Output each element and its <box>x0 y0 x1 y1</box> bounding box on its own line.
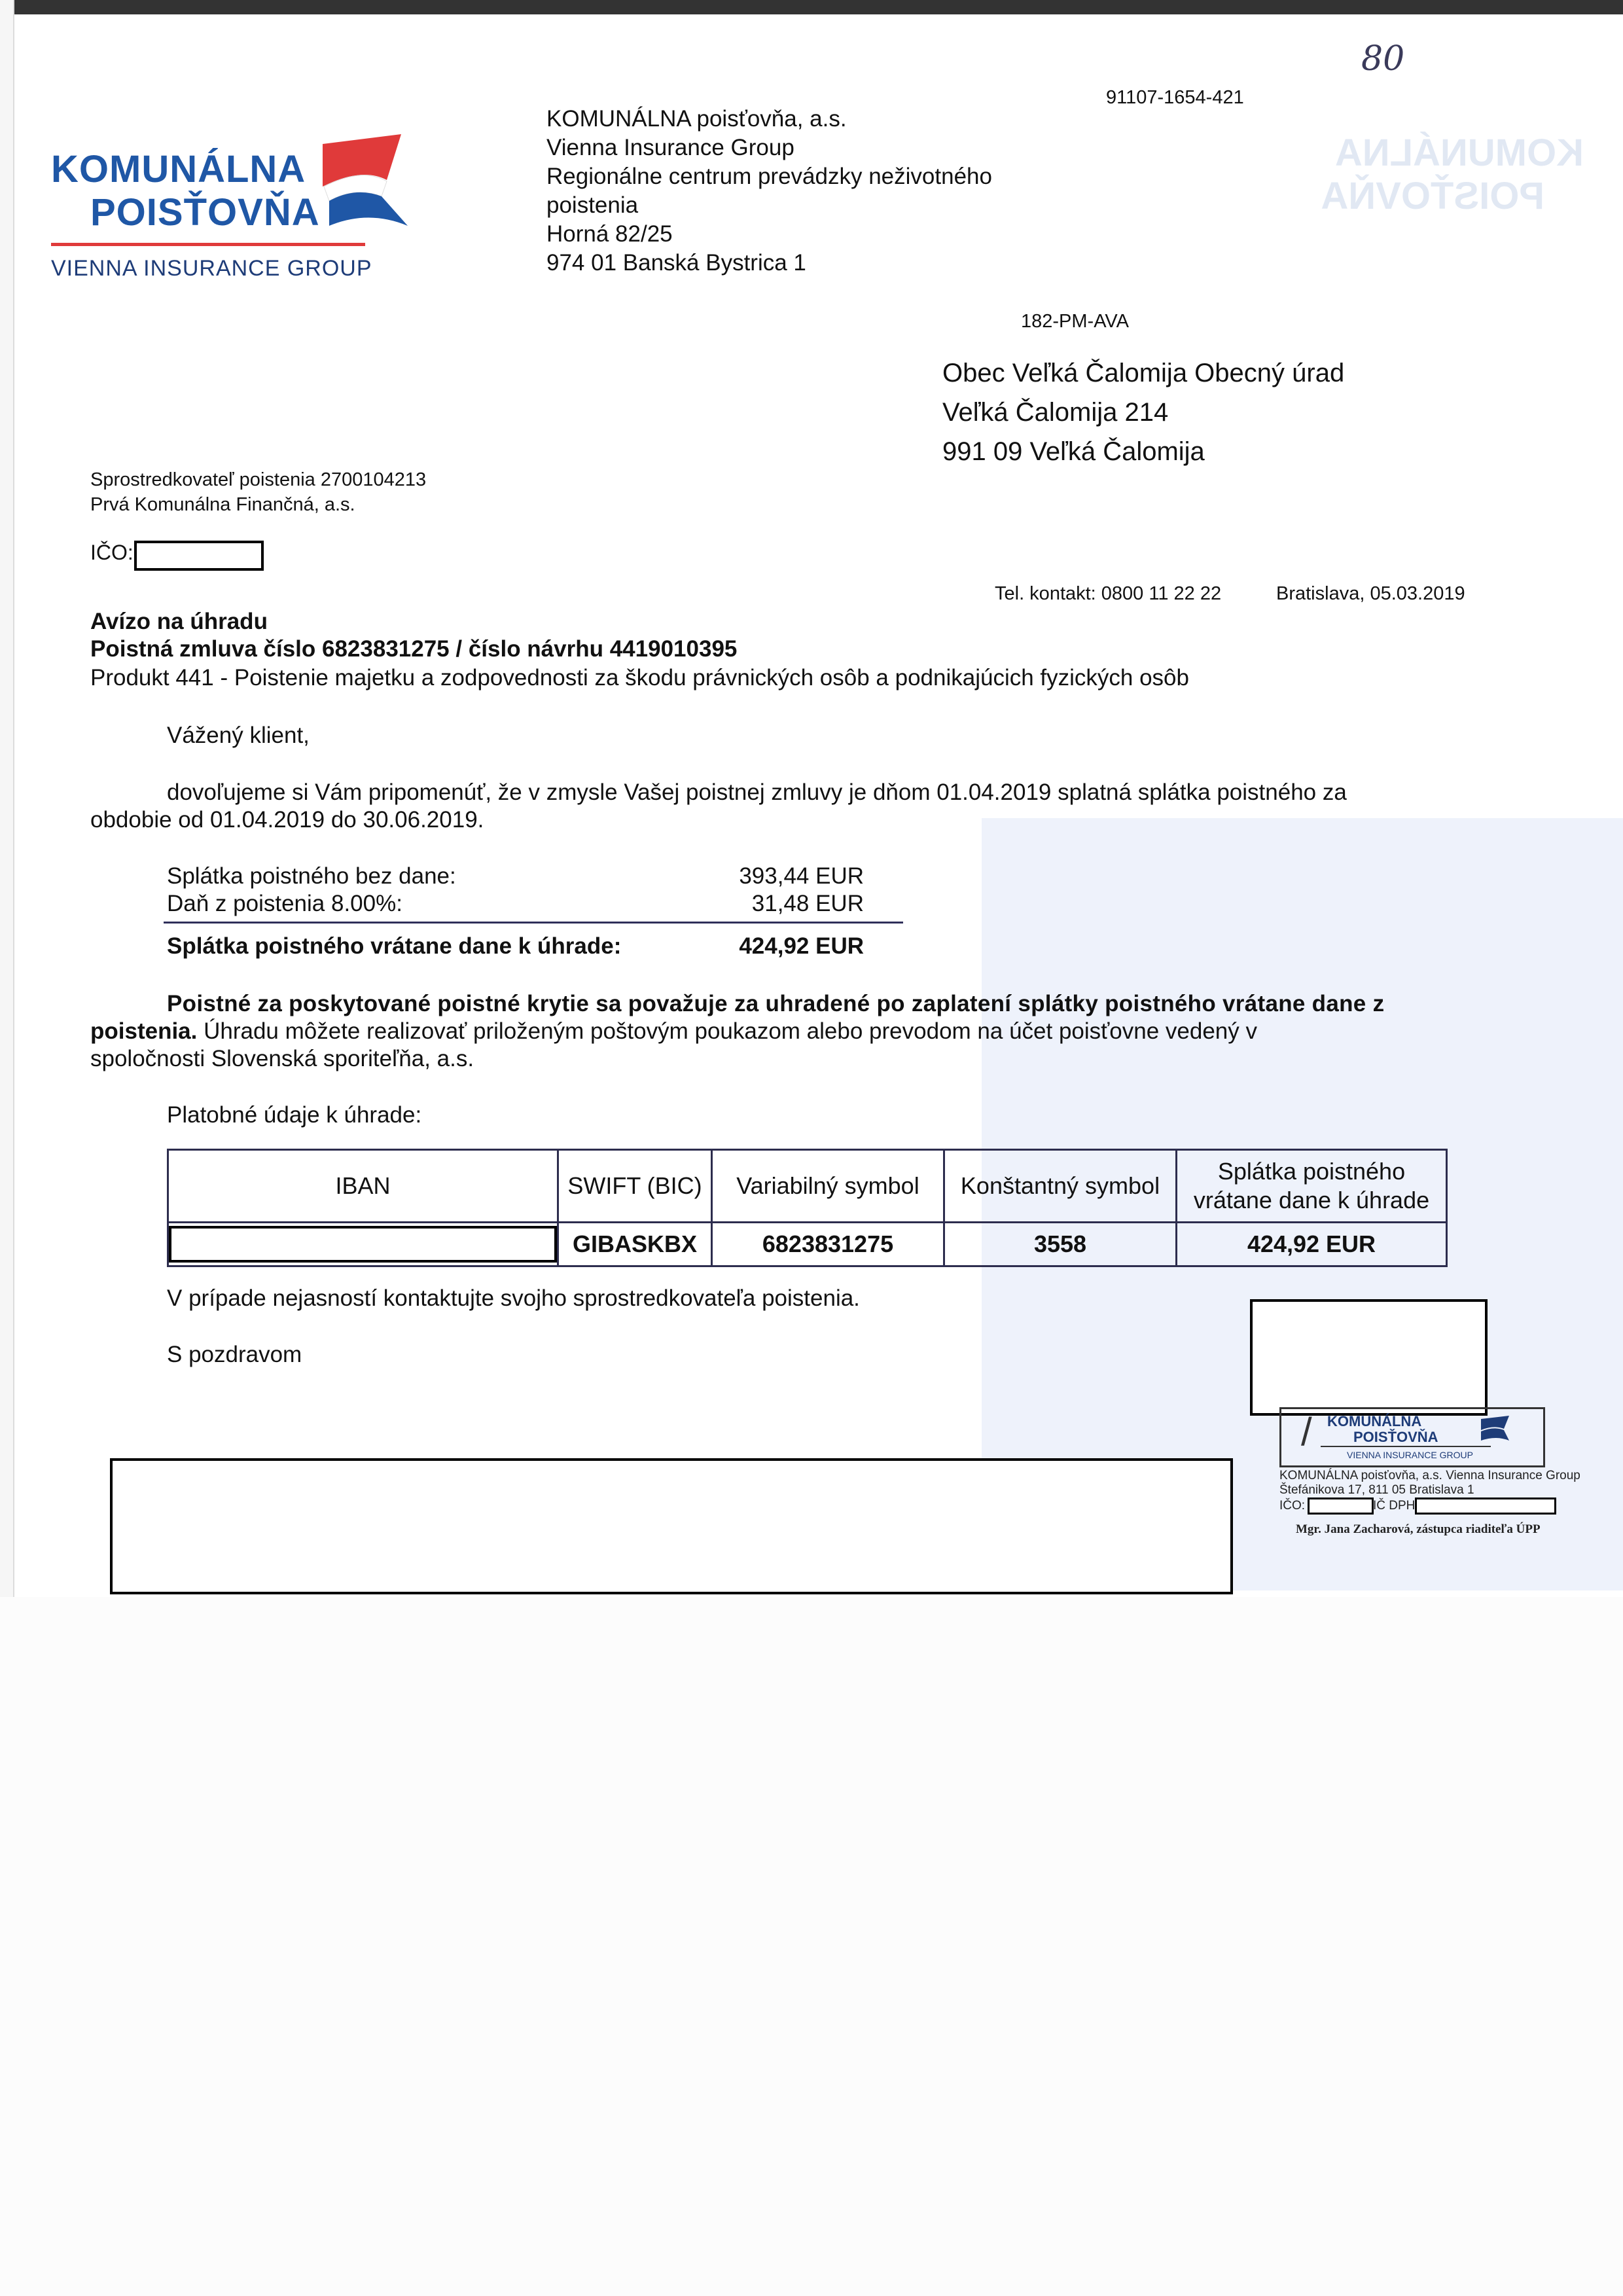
handwritten-mark: 80 <box>1361 39 1405 79</box>
stamp-dic-label: IČ DPH <box>1373 1499 1416 1513</box>
stamp-name-2: POISŤOVŇA <box>1353 1429 1438 1445</box>
cell-iban-redacted <box>168 1223 558 1266</box>
closing: S pozdravom <box>167 1342 302 1367</box>
cell-constant-symbol: 3558 <box>944 1223 1177 1266</box>
intermediary-block: Sprostredkovateľ poistenia 2700104213 Prvá Komunálna Finančná, a.s. <box>90 469 427 515</box>
total-label: Splátka poistného vrátane dane k úhrade: <box>167 933 622 959</box>
table-header-row <box>168 1150 1447 1223</box>
routing-code: 182-PM-AVA <box>1021 311 1129 332</box>
net-amount-value: 393,44 EUR <box>739 863 864 889</box>
contract-number: Poistná zmluva číslo 6823831275 / číslo návrhu 4419010395 <box>90 636 738 662</box>
header-installment: Splátka poistného vrátane dane k úhrade <box>1177 1150 1447 1223</box>
flag-icon <box>310 134 408 232</box>
product-description: Produkt 441 - Poistenie majetku a zodpovednosti za škodu právnických osôb a podnikajúcich fyzických osôb <box>90 665 1189 691</box>
company-stamp <box>1279 1407 1545 1467</box>
document-title: Avízo na úhradu <box>90 609 268 634</box>
contact-phone: Tel. kontakt: 0800 11 22 22 <box>995 583 1222 604</box>
company-logo <box>51 134 418 285</box>
stamp-flag-icon <box>1478 1416 1510 1442</box>
header-iban: IBAN <box>168 1150 558 1223</box>
cell-swift: GIBASKBX <box>558 1223 712 1266</box>
redacted-footer <box>110 1458 1233 1594</box>
net-amount-label: Splátka poistného bez dane: <box>167 863 456 889</box>
redacted-iban <box>169 1226 557 1263</box>
stamp-slash: / <box>1301 1410 1312 1454</box>
place-date: Bratislava, 05.03.2019 <box>1276 583 1465 604</box>
tax-label: Daň z poistenia 8.00%: <box>167 891 402 916</box>
signatory: Mgr. Jana Zacharová, zástupca riaditeľa ÚPP <box>1296 1522 1541 1536</box>
stamp-address-2: Štefánikova 17, 811 05 Bratislava 1 <box>1279 1483 1474 1497</box>
scan-left-edge <box>0 0 14 1597</box>
notice-line-1: Poistné za poskytované poistné krytie sa považuje za uhradené po zaplatení splátky poistného vrátane dane z <box>167 991 1385 1016</box>
stamp-ico-label: IČO: <box>1279 1499 1306 1513</box>
document-reference: 91107-1654-421 <box>1106 87 1244 108</box>
bleed-through-logo: KOMUNÁLNA POISŤOVŇA <box>1321 132 1584 217</box>
payment-table <box>167 1149 1448 1267</box>
intro-line-1: dovoľujeme si Vám pripomenúť, že v zmysle Vašej poistnej zmluvy je dňom 01.04.2019 splatná splátka poistného za <box>167 780 1347 805</box>
logo-divider <box>51 243 365 246</box>
ico-label: IČO: <box>90 541 134 564</box>
blank-lower-page <box>0 1597 1623 2296</box>
intro-line-2: obdobie od 01.04.2019 do 30.06.2019. <box>90 807 484 833</box>
notice-line-3: spoločnosti Slovenská sporiteľňa, a.s. <box>90 1046 474 1071</box>
logo-line-1: KOMUNÁLNA <box>51 148 306 190</box>
header-swift: SWIFT (BIC) <box>558 1150 712 1223</box>
redacted-stamp-ico <box>1308 1498 1374 1515</box>
contact-note: V prípade nejasností kontaktujte svojho sprostredkovateľa poistenia. <box>167 1285 860 1311</box>
notice-line-2: poistenia. Úhradu môžete realizovať priloženým poštovým poukazom alebo prevodom na účet poisťovne vedený v <box>90 1018 1257 1044</box>
sender-address: KOMUNÁLNA poisťovňa, a.s. Vienna Insurance Group Regionálne centrum prevádzky neživotného poistenia Horná 82/25 974 01 Banská Bystrica 1 <box>546 106 992 276</box>
scan-top-edge <box>0 0 1623 14</box>
payment-label: Platobné údaje k úhrade: <box>167 1102 422 1128</box>
table-row <box>168 1223 1447 1266</box>
salutation: Vážený klient, <box>167 723 310 748</box>
header-constant-symbol: Konštantný symbol <box>944 1150 1177 1223</box>
redacted-ico <box>134 541 264 571</box>
redacted-stamp-dic <box>1415 1498 1556 1515</box>
tax-value: 31,48 EUR <box>751 891 864 916</box>
total-value: 424,92 EUR <box>739 933 864 959</box>
amounts-divider <box>164 922 903 924</box>
stamp-divider <box>1321 1446 1491 1447</box>
stamp-subtitle: VIENNA INSURANCE GROUP <box>1347 1450 1473 1460</box>
cell-installment: 424,92 EUR <box>1177 1223 1447 1266</box>
stamp-name-1: KOMUNÁLNA <box>1327 1413 1422 1429</box>
header-variable-symbol: Variabilný symbol <box>712 1150 944 1223</box>
stamp-address-1: KOMUNÁLNA poisťovňa, a.s. Vienna Insurance Group <box>1279 1469 1580 1482</box>
logo-subtitle: VIENNA INSURANCE GROUP <box>51 256 372 281</box>
redacted-signature <box>1250 1299 1488 1416</box>
recipient-address: Obec Veľká Čalomija Obecný úrad Veľká Čalomija 214 991 09 Veľká Čalomija <box>942 359 1345 466</box>
logo-line-2: POISŤOVŇA <box>90 191 320 234</box>
cell-variable-symbol: 6823831275 <box>712 1223 944 1266</box>
